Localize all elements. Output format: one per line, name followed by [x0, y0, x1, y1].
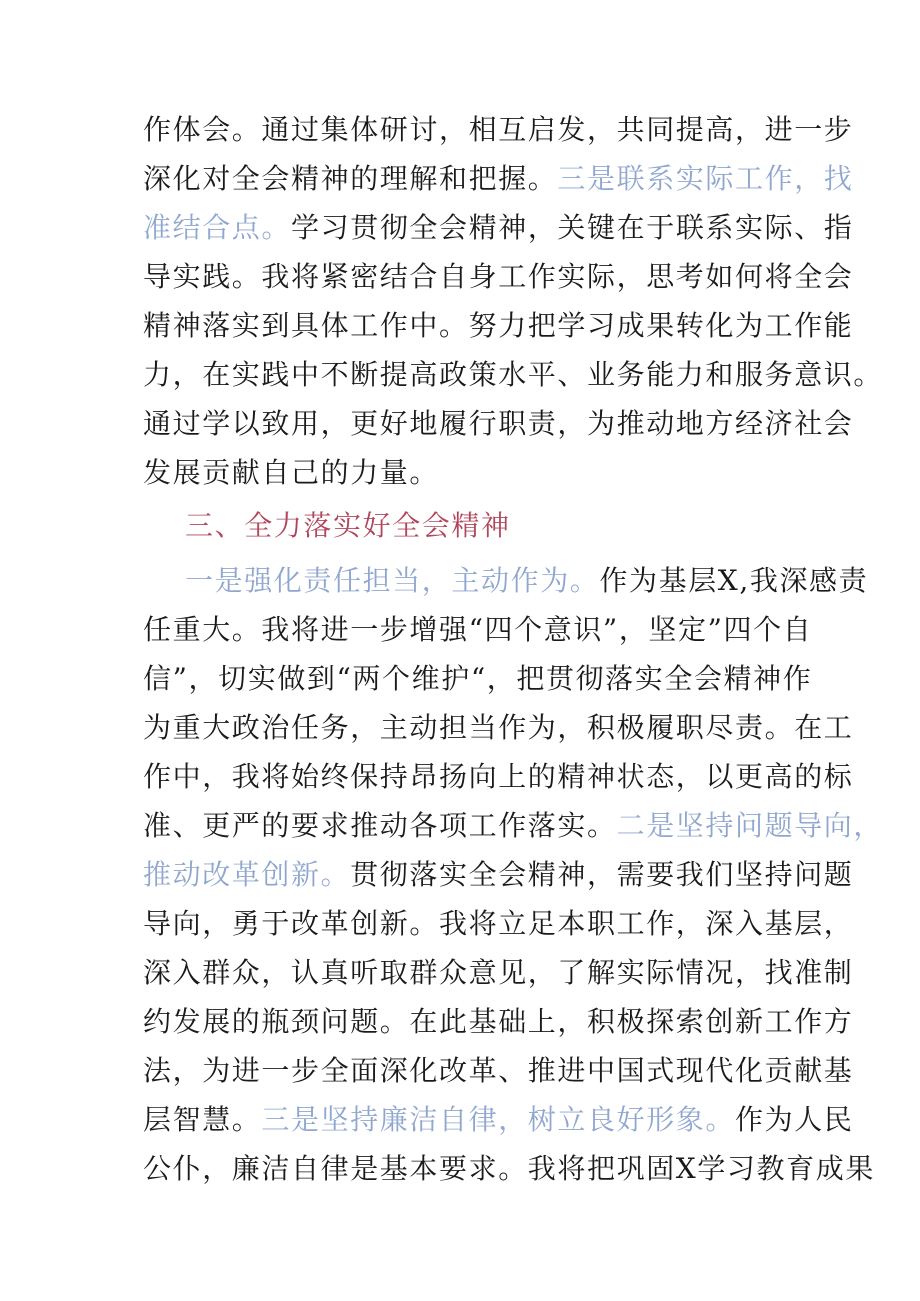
text-line: [143, 564, 868, 598]
text-line: [143, 358, 883, 392]
text-run: 为重大政治任务，主动担当作为，积极履职尽责。在工: [143, 711, 854, 744]
text-line: [143, 113, 853, 147]
text-line: [143, 711, 853, 745]
section-heading: 三、全力落实好全会精神: [185, 509, 511, 542]
text-run: 发展贡献自己的力量。: [143, 456, 440, 489]
text-line: [143, 907, 853, 941]
text-line: [143, 1005, 853, 1039]
text-run: 导向，勇于改革创新。我将立足本职工作，深入基层，: [143, 907, 854, 940]
text-line: [143, 211, 853, 245]
text-line: [143, 456, 439, 490]
text-run: 约发展的瓶颈问题。在此基础上，积极探索创新工作方: [143, 1005, 854, 1038]
text-run: 作为基层X,我深感责: [599, 564, 869, 597]
text-run: 力，在实践中不断提高政策水平、业务能力和服务意识。: [143, 358, 884, 391]
highlighted-subheading: 三是联系实际工作，找: [557, 162, 854, 195]
text-line: [143, 1103, 853, 1137]
text-run: 作体会。通过集体研讨，相互启发，共同提高，进一步: [143, 113, 854, 146]
text-run: 深化对全会精神的理解和把握。: [143, 162, 558, 195]
text-line: [143, 260, 853, 294]
text-run: 作中，我将始终保持昂扬向上的精神状态，以更高的标: [143, 760, 854, 793]
text-run: 准、更严的要求推动各项工作落实。: [143, 809, 617, 842]
text-run: 深入群众，认真听取群众意见，了解实际情况，找准制: [143, 956, 854, 989]
text-line: [143, 613, 812, 647]
text-line: [143, 1054, 853, 1088]
highlighted-subheading: 推动改革创新。: [143, 858, 351, 891]
text-run: 公仆，廉洁自律是基本要求。我将把巩固X学习教育成果: [143, 1152, 875, 1185]
text-line: [143, 956, 853, 990]
text-run: 贯彻落实全会精神，需要我们坚持问题: [350, 858, 854, 891]
text-line: [143, 407, 853, 441]
text-line: [143, 809, 883, 843]
text-run: 作为人民: [735, 1103, 854, 1136]
text-line: [143, 662, 812, 696]
highlighted-subheading: 准结合点。: [143, 211, 292, 244]
text-line: [143, 858, 853, 892]
text-line: [143, 1152, 875, 1186]
text-run: 任重大。我将进一步增强“四个意识”，坚定”四个自: [143, 613, 813, 646]
text-run: 层智慧。: [143, 1103, 262, 1136]
text-run: 学习贯彻全会精神，关键在于联系实际、指: [291, 211, 854, 244]
text-run: 法，为进一步全面深化改革、推进中国式现代化贡献基: [143, 1054, 854, 1087]
text-line: [143, 309, 853, 343]
highlighted-subheading: 二是坚持问题导向，: [616, 809, 884, 842]
text-line: [143, 760, 853, 794]
text-run: 信”，切实做到“两个维护“，把贯彻落实全会精神作: [143, 662, 813, 695]
text-run: 通过学以致用，更好地履行职责，为推动地方经济社会: [143, 407, 854, 440]
text-run: 精神落实到具体工作中。努力把学习成果转化为工作能: [143, 309, 854, 342]
text-line: [143, 162, 853, 196]
highlighted-subheading: 一是强化责任担当，主动作为。: [185, 564, 600, 597]
highlighted-subheading: 三是坚持廉洁自律，树立良好形象。: [261, 1103, 736, 1136]
text-run: 导实践。我将紧密结合自身工作实际，思考如何将全会: [143, 260, 854, 293]
